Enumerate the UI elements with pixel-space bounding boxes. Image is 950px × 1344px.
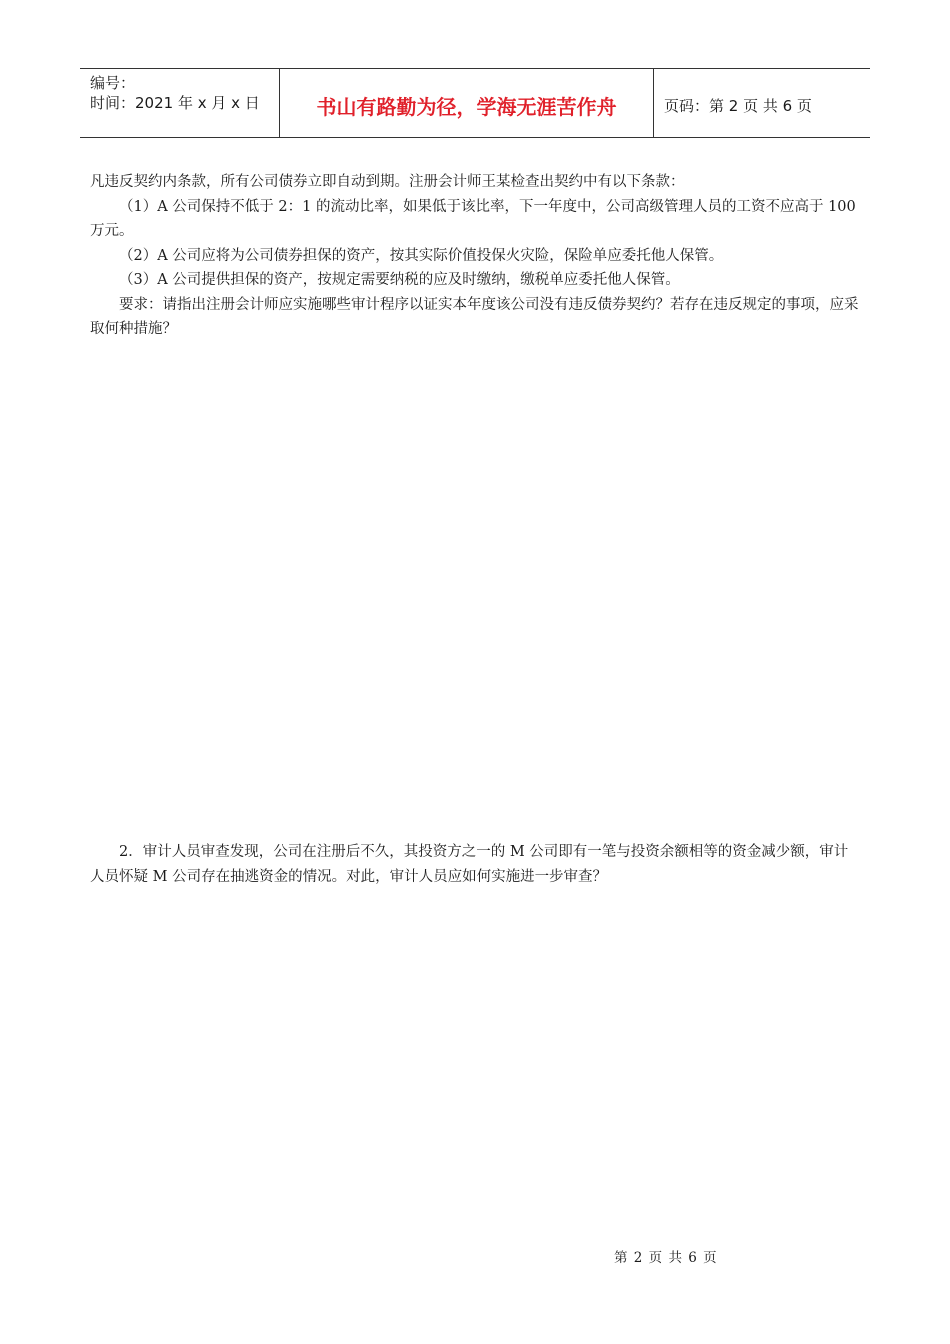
page-footer: 第 2 页 共 6 页 [614, 1250, 718, 1266]
header-meta-cell [80, 69, 280, 137]
clause-3: （3）A 公司提供担保的资产，按规定需要纳税的应及时缴纳，缴税单应委托他人保管。 [119, 272, 680, 288]
header-page-info: 页码：第 2 页 共 6 页 [664, 96, 812, 115]
question-2-block [90, 840, 862, 889]
question-2: 2．审计人员审查发现，公司在注册后不久，其投资方之一的 M 公司即有一笔与投资余额相等的资金减少额，审计人员怀疑 M 公司存在抽逃资金的情况。对此，审计人员应如何实施进一步审查？ [90, 844, 849, 885]
document-date: 时间：2021 年 x 月 x 日 [90, 94, 260, 112]
document-number-label: 编号： [90, 74, 136, 92]
clause-1: （1）A 公司保持不低于 2：1 的流动比率，如果低于该比率，下一年度中，公司高级管理人员的工资不应高于 100 万元。 [90, 198, 856, 239]
header-table [80, 68, 870, 138]
clause-2: （2）A 公司应将为公司债券担保的资产，按其实际价值投保火灾险，保险单应委托他人保管。 [119, 247, 724, 264]
paragraph-intro: 凡违反契约内条款，所有公司债券立即自动到期。注册会计师王某检查出契约中有以下条款： [90, 174, 685, 190]
header-motto: 书山有路勤为径，学海无涯苦作舟 [280, 69, 654, 137]
requirement: 要求：请指出注册会计师应实施哪些审计程序以证实本年度该公司没有违反债券契约？若存在违反规定的事项，应采取何种措施？ [90, 296, 859, 337]
question-1-block [90, 170, 862, 342]
